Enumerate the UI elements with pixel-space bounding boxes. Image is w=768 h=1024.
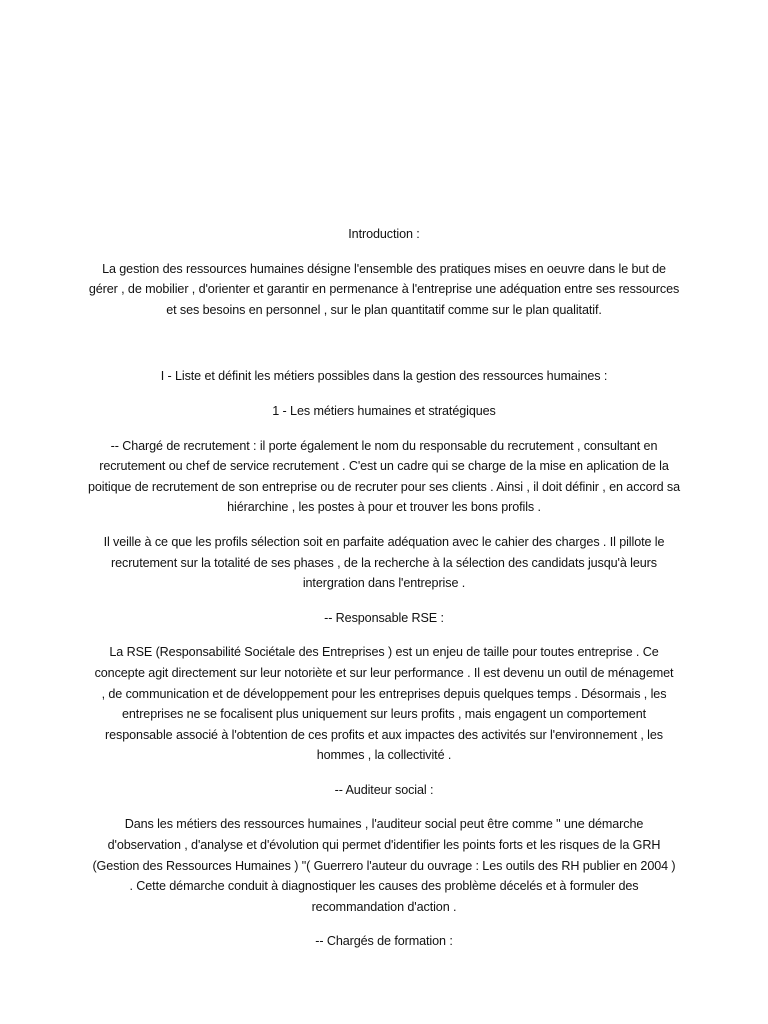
responsable-rse-paragraph: La RSE (Responsabilité Sociétale des Entreprises ) est un enjeu de taille pour toutes entreprise . Ce concepte agit directement sur leur notoriète et sur leur performance . Il est devenu un outil de ménagemet , de communication et de développement pour les entreprises depuis quelques temps . Désormais , les entreprises ne se focalisent plus uniquement sur leurs profits , mais engagent un comportement responsable associé à l'obtention de ces profits et aux impactes des activités sur l'environnement , les hommes , la collectivité . xyxy=(94,645,674,763)
auditeur-social-heading: -- Auditeur social : xyxy=(334,782,434,797)
introduction-paragraph: La gestion des ressources humaines désigne l'ensemble des pratiques mises en oeuvre dans le but de gérer , de mobilier , d'orienter et garantir en permenance à l'entreprise une adéquation entre ses ressources et ses besoins en personnel , sur le plan quantitatif comme sur le plan qualitatif. xyxy=(88,261,680,317)
subsection-1-heading: 1 - Les métiers humaines et stratégiques xyxy=(272,403,496,418)
auditeur-social-paragraph: Dans les métiers des ressources humaines , l'auditeur social peut être comme " une démarche d'observation , d'analyse et d'évolution qui permet d'identifier les points forts et les risques de la GRH (Gestion des Ressources Humaines ) "( Guerrero l'auteur du ouvrage : Les outils des RH publier en 2004 ) . Cette démarche conduit à diagnostiquer les causes des problème décelés et à formuler des recommandation d'action . xyxy=(92,817,676,914)
introduction-heading: Introduction : xyxy=(348,227,420,241)
section-1-heading: I - Liste et définit les métiers possibles dans la gestion des ressources humaines : xyxy=(160,369,608,384)
charge-recrutement-paragraph-2: Il veille à ce que les profils sélection soit en parfaite adéquation avec le cahier des charges . Il pillote le recrutement sur la totalité de ses phases , de la recherche à la sélection des candidats jusqu'à leurs intergration dans l'entreprise . xyxy=(103,534,665,591)
responsable-rse-heading: -- Responsable RSE : xyxy=(324,610,444,625)
charge-recrutement-paragraph: -- Chargé de recrutement : il porte également le nom du responsable du recrutement , consultant en recrutement ou chef de service recrutement . C'est un cadre qui se charge de la mise en aplication de la poitique de recrutement de son entreprise ou de recruter pour ses clients . Ainsi , il doit définir , en accord sa hiérarchine , les postes à pour et trouver les bons profils . xyxy=(87,438,681,515)
charges-formation-heading: -- Chargés de formation : xyxy=(315,934,453,949)
